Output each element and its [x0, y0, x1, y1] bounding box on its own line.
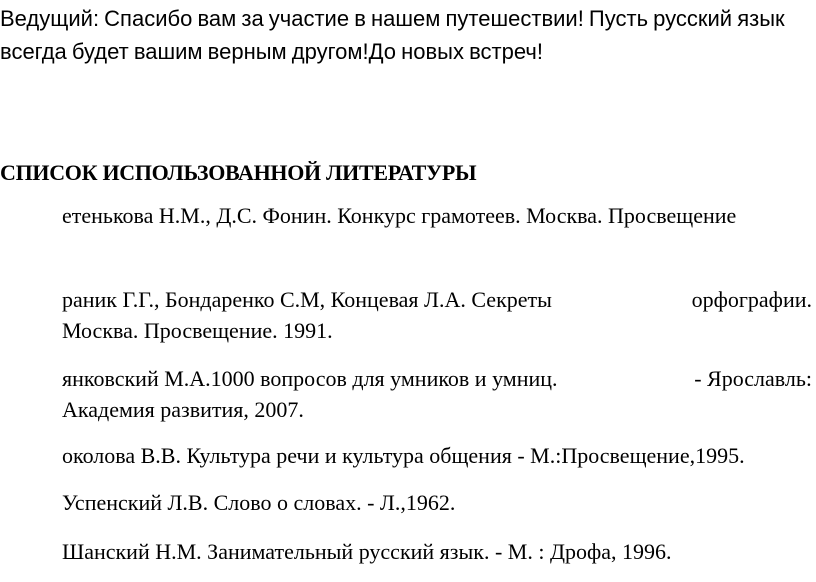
reference-text-left: раник Г.Г., Бондаренко С.М, Концевая Л.А. Секреты	[62, 287, 552, 312]
reference-item	[62, 487, 812, 518]
intro-line-2: всегда будет вашим верным другом!До новых встреч!	[0, 39, 543, 64]
bibliography-heading: СПИСОК ИСПОЛЬЗОВАННОЙ ЛИТЕРАТУРЫ	[0, 160, 477, 185]
reference-text-right: - Ярославль:	[694, 366, 812, 391]
reference-text-continuation: Москва. Просвещение. 1991.	[62, 318, 333, 343]
reference-text: околова В.В. Культура речи и культура общения - М.:Просвещение,1995.	[62, 443, 745, 468]
reference-item	[62, 536, 812, 567]
intro-paragraph	[0, 2, 816, 68]
reference-text-continuation: Академия развития, 2007.	[62, 397, 304, 422]
reference-text-left: янковский М.А.1000 вопросов для умников и умниц.	[62, 366, 558, 391]
reference-line	[62, 284, 812, 315]
reference-item	[62, 363, 812, 425]
reference-item	[62, 200, 812, 231]
reference-item	[62, 440, 812, 471]
intro-line-1: Ведущий: Спасибо вам за участие в нашем путешествии! Пусть русский язык	[0, 6, 785, 31]
reference-item	[62, 284, 812, 346]
reference-text-right: орфографии.	[691, 287, 812, 312]
reference-text: етенькова Н.М., Д.С. Фонин. Конкурс грамотеев. Москва. Просвещение	[62, 203, 737, 228]
reference-text: Шанский Н.М. Занимательный русский язык. - М. : Дрофа, 1996.	[62, 539, 672, 564]
reference-line	[62, 363, 812, 394]
reference-text: Успенский Л.В. Слово о словах. - Л.,1962.	[62, 490, 456, 515]
